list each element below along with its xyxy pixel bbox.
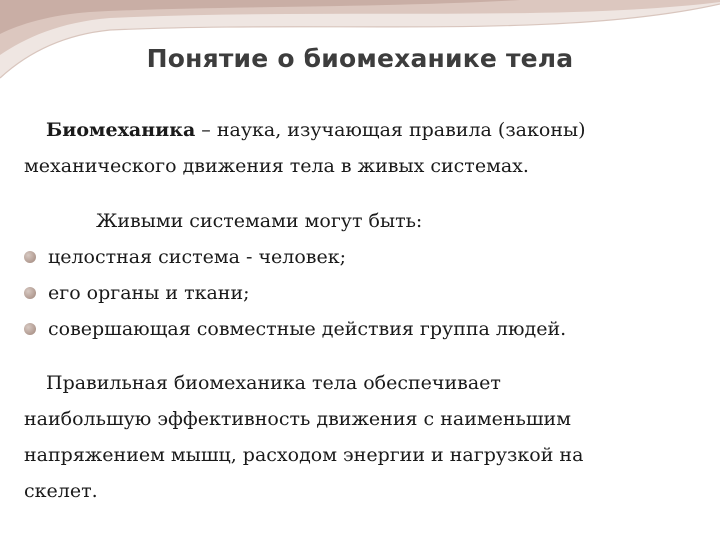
slide-title: Понятие о биомеханике тела bbox=[146, 44, 574, 73]
definition-paragraph bbox=[24, 112, 684, 184]
definition-text: – наука, изучающая правила (законы) bbox=[195, 119, 586, 141]
systems-list bbox=[24, 239, 566, 347]
closing-line1: Правильная биомеханика тела обеспечивает bbox=[46, 372, 501, 394]
bullet-icon bbox=[24, 251, 36, 263]
closing-line3: напряжением мышц, расходом энергии и нагрузкой на bbox=[24, 444, 584, 466]
list-item bbox=[24, 311, 566, 347]
list-item bbox=[24, 239, 566, 275]
list-item-text: его органы и ткани; bbox=[48, 282, 250, 304]
closing-line2: наибольшую эффективность движения с наименьшим bbox=[24, 408, 571, 430]
list-item bbox=[24, 275, 566, 311]
bullet-icon bbox=[24, 287, 36, 299]
closing-paragraph bbox=[24, 365, 684, 509]
bullet-icon bbox=[24, 323, 36, 335]
definition-line2: механического движения тела в живых системах. bbox=[24, 155, 529, 177]
list-item-text: целостная система - человек; bbox=[48, 246, 346, 268]
systems-intro: Живыми системами могут быть: bbox=[96, 210, 423, 232]
closing-line4: скелет. bbox=[24, 480, 98, 502]
definition-term: Биомеханика bbox=[46, 119, 196, 141]
list-item-text: совершающая совместные действия группа людей. bbox=[48, 318, 567, 340]
